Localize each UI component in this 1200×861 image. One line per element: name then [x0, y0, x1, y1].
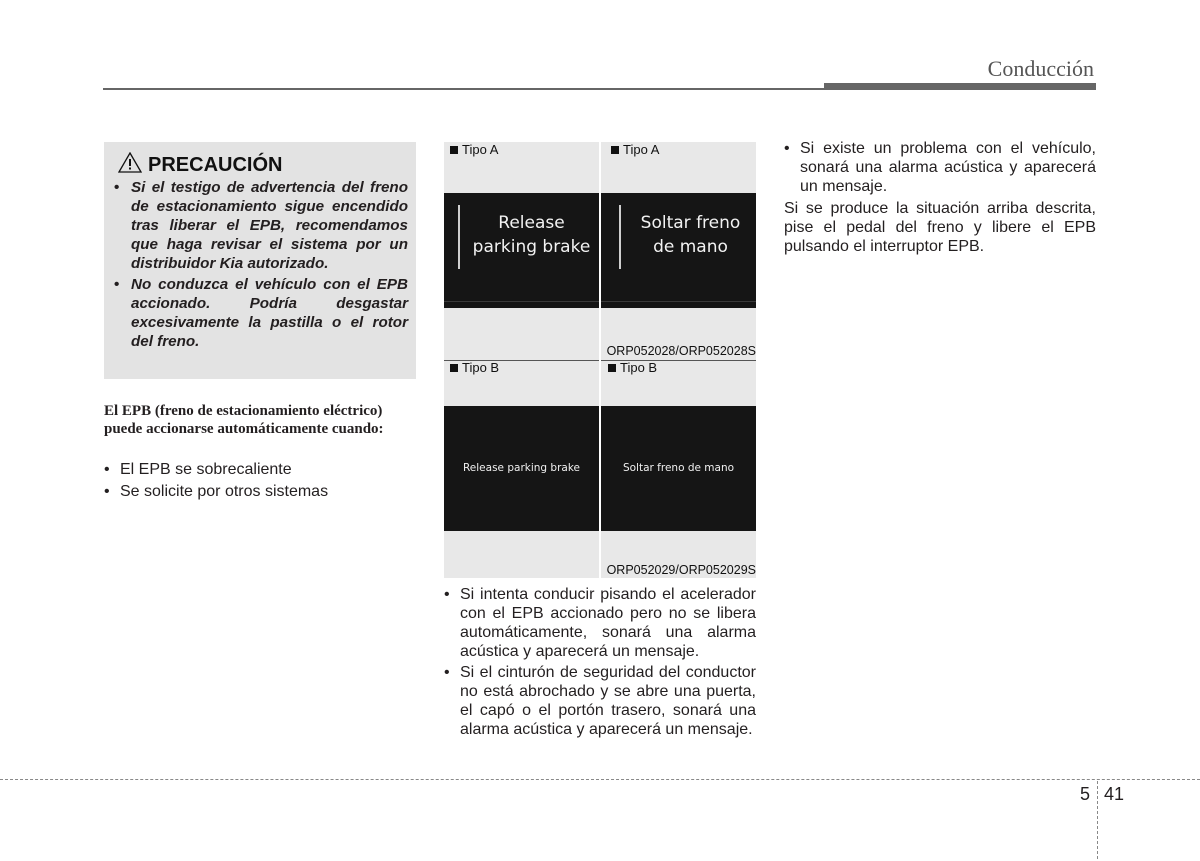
cluster-screen-es [601, 193, 756, 308]
caution-list [114, 178, 408, 353]
caution-header [118, 152, 282, 178]
section-title: Conducción [987, 56, 1094, 81]
figure-tipo-a [444, 142, 756, 360]
figure-label-right: Tipo B [608, 360, 657, 375]
footer-rule [0, 779, 1200, 780]
middle-list [444, 585, 756, 741]
cluster-screen-en [444, 406, 599, 531]
cluster-screen-en [444, 193, 599, 308]
screen-bar [619, 205, 621, 269]
caution-item: • No conduzca el vehículo con el EPB accionado. Podría desgastar excesivamente la pastilla o el rotor del freno. [114, 275, 408, 351]
screen-message-en: Release parking brake [472, 213, 591, 257]
list-item: • Si el cinturón de seguridad del conductor no está abrochado y se abre una puerta, el capó o el portón trasero, sonará una alarma acústica y aparecerá un mensaje. [444, 663, 756, 739]
figure-label-right: Tipo A [611, 142, 659, 157]
figure-label-left: Tipo A [450, 142, 498, 157]
right-paragraph: Si se produce la situación arriba descrita, pise el pedal del freno y libere el EPB pulsando el interruptor EPB. [784, 200, 1096, 255]
list-item: • El EPB se sobrecaliente [104, 459, 328, 481]
figure-code: ORP052029/ORP052029S [606, 563, 756, 577]
list-item: • Si intenta conducir pisando el acelerador con el EPB accionado pero no se libera automáticamente, sonará una alarma acústica y aparecerá un mensaje. [444, 585, 756, 661]
figure-code: ORP052028/ORP052028S [606, 344, 756, 358]
figure-tipo-b [444, 360, 756, 578]
figure-label-left: Tipo B [450, 360, 499, 375]
right-list [784, 139, 1096, 196]
epb-auto-heading: El EPB (freno de estacionamiento eléctrico) puede accionarse automáticamente cuando: [104, 403, 384, 437]
square-bullet-icon [450, 364, 458, 372]
screen-message-es: Soltar freno de mano [622, 462, 735, 474]
screen-bar [458, 205, 460, 269]
screen-message-es: Soltar freno de mano [640, 213, 741, 257]
header-accent-bar [824, 83, 1096, 90]
square-bullet-icon [611, 146, 619, 154]
square-bullet-icon [608, 364, 616, 372]
caution-item: • Si el testigo de advertencia del freno de estacionamiento sigue encendido tras liberar el EPB, recomendamos que haga revisar el sistema por un distribuidor Kia autorizado. [114, 178, 408, 273]
square-bullet-icon [450, 146, 458, 154]
caution-box [104, 142, 416, 379]
warning-triangle-icon [118, 152, 142, 178]
list-item: • Si existe un problema con el vehículo, sonará una alarma acústica y aparecerá un mensaje. [784, 139, 1096, 196]
screen-message-en: Release parking brake [462, 462, 581, 474]
cluster-screen-es [601, 406, 756, 531]
footer-divider [1097, 781, 1098, 859]
page-number: 41 [1104, 784, 1125, 804]
chapter-number: 5 [1080, 784, 1091, 804]
list-item: • Se solicite por otros sistemas [104, 481, 328, 503]
caution-title: PRECAUCIÓN [148, 153, 283, 176]
epb-auto-list [104, 459, 328, 503]
